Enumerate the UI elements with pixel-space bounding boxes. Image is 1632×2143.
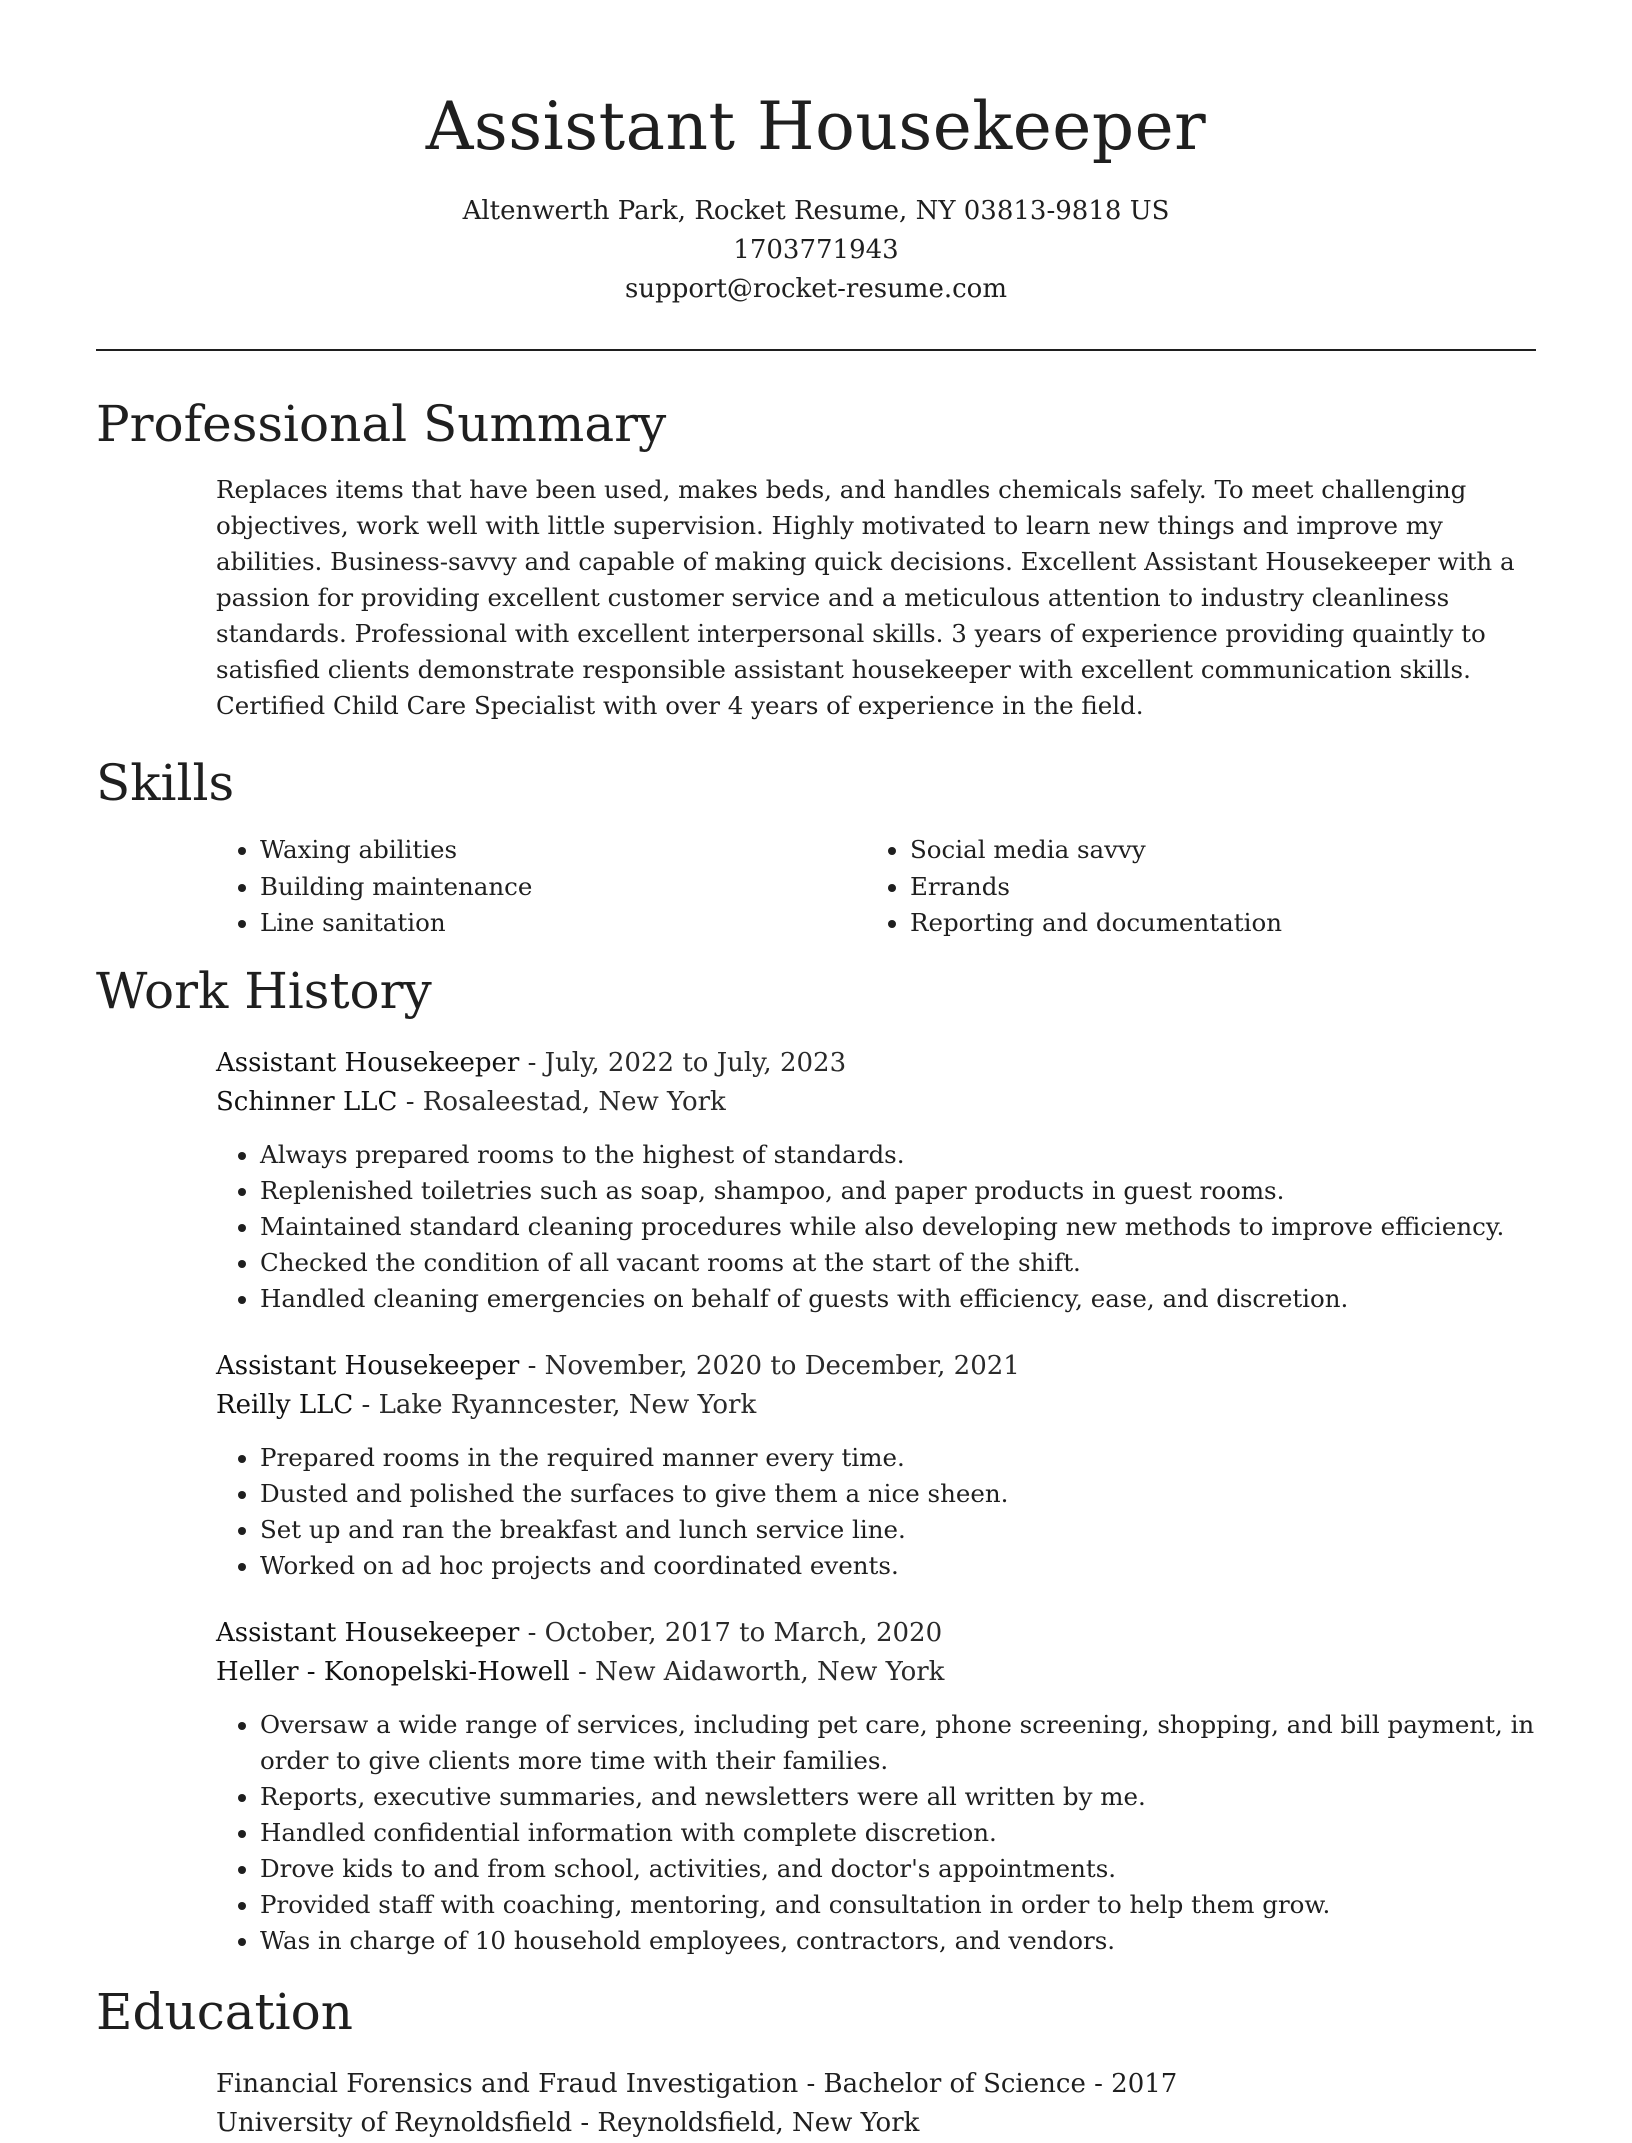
job-duties: [216, 1707, 1536, 1959]
contact-phone: 1703771943: [733, 235, 899, 265]
duty-item: • Always prepared rooms to the highest of standards.: [260, 1137, 1536, 1173]
candidate-name: Assistant Housekeeper: [425, 88, 1207, 165]
duty-item: • Replenished toiletries such as soap, shampoo, and paper products in guest rooms.: [260, 1173, 1536, 1209]
education-school: University of Reynoldsfield - Reynoldsfield, New York: [216, 2107, 920, 2138]
skill-item: • Building maintenance: [260, 869, 866, 906]
job-title-line: [216, 1347, 1536, 1386]
job-duties: [216, 1137, 1536, 1317]
job-dates: - July, 2022 to July, 2023: [519, 1047, 847, 1078]
skill-item: • Reporting and documentation: [910, 905, 1516, 942]
skills-right-list: [866, 832, 1516, 942]
job-entry: [216, 1044, 1536, 1317]
duty-item: • Worked on ad hoc projects and coordinated events.: [260, 1548, 1536, 1584]
duty-item: • Handled cleaning emergencies on behalf of guests with efficiency, ease, and discretion.: [260, 1281, 1536, 1317]
skill-item: • Waxing abilities: [260, 832, 866, 869]
skills-section: [96, 752, 1536, 942]
job-dates: - November, 2020 to December, 2021: [519, 1350, 1020, 1381]
skill-item: • Social media savvy: [910, 832, 1516, 869]
summary-text: Replaces items that have been used, makes beds, and handles chemicals safely. To meet challenging objectives, work well with little supervision. Highly motivated to learn new things and improve my abilities. Business-savvy and capable of making quick decisions. Excellent Assistant Housekeeper with a passion for providing excellent customer service and a meticulous attention to industry cleanliness standards. Professional with excellent interpersonal skills. 3 years of experience providing quaintly to satisfied clients demonstrate responsible assistant housekeeper with excellent communication skills. Certified Child Care Specialist with over 4 years of experience in the field.: [216, 475, 1515, 720]
education-section: [96, 1981, 1536, 2143]
job-location: - New Aidaworth, New York: [569, 1656, 945, 1687]
skills-title: Skills: [96, 754, 235, 812]
duty-item: • Was in charge of 10 household employees, contractors, and vendors.: [260, 1923, 1536, 1959]
resume-header: [96, 0, 1536, 309]
header-divider: [96, 349, 1536, 351]
job-entry: [216, 1347, 1536, 1584]
education-title: Education: [96, 1982, 353, 2041]
duty-item: • Prepared rooms in the required manner every time.: [260, 1440, 1536, 1476]
job-role: Assistant Housekeeper: [216, 1617, 520, 1648]
duty-item: • Dusted and polished the surfaces to give them a nice sheen.: [260, 1476, 1536, 1512]
job-title-line: [216, 1614, 1536, 1653]
job-company-line: [216, 1653, 1536, 1692]
job-dates: - October, 2017 to March, 2020: [519, 1617, 943, 1648]
contact-address: Altenwerth Park, Rocket Resume, NY 03813-9818 US: [462, 196, 1170, 226]
job-company: Reilly LLC: [216, 1389, 354, 1420]
duty-item: • Set up and ran the breakfast and lunch service line.: [260, 1512, 1536, 1548]
skill-item: • Errands: [910, 869, 1516, 906]
duty-item: • Reports, executive summaries, and newsletters were all written by me.: [260, 1779, 1536, 1815]
skill-item: • Line sanitation: [260, 905, 866, 942]
duty-item: • Oversaw a wide range of services, including pet care, phone screening, shopping, and bill payment, in order to give clients more time with their families.: [260, 1707, 1536, 1779]
contact-email: support@rocket-resume.com: [624, 274, 1007, 304]
job-company-line: [216, 1386, 1536, 1425]
job-location: - Rosaleestad, New York: [397, 1086, 726, 1117]
job-duties: [216, 1440, 1536, 1584]
skills-columns: [216, 832, 1536, 942]
education-degree: Financial Forensics and Fraud Investigation - Bachelor of Science - 2017: [216, 2068, 1178, 2099]
job-entry: [216, 1614, 1536, 1959]
education-entry: [216, 2065, 1536, 2143]
work-history-section: [96, 960, 1536, 1959]
job-company: Heller - Konopelski-Howell: [216, 1656, 570, 1687]
job-role: Assistant Housekeeper: [216, 1047, 520, 1078]
duty-item: • Maintained standard cleaning procedures while also developing new methods to improve efficiency.: [260, 1209, 1536, 1245]
duty-item: • Drove kids to and from school, activities, and doctor's appointments.: [260, 1851, 1536, 1887]
job-title-line: [216, 1044, 1536, 1083]
job-company-line: [216, 1083, 1536, 1122]
work-history-title: Work History: [96, 961, 432, 1020]
job-company: Schinner LLC: [216, 1086, 398, 1117]
skills-left-list: [216, 832, 866, 942]
resume-page: [96, 0, 1536, 2143]
job-role: Assistant Housekeeper: [216, 1350, 520, 1381]
summary-title: Professional Summary: [96, 395, 667, 453]
contact-block: [96, 192, 1536, 309]
summary-section: [96, 393, 1536, 724]
duty-item: • Checked the condition of all vacant rooms at the start of the shift.: [260, 1245, 1536, 1281]
duty-item: • Provided staff with coaching, mentoring, and consultation in order to help them grow.: [260, 1887, 1536, 1923]
job-location: - Lake Ryanncester, New York: [353, 1389, 757, 1420]
duty-item: • Handled confidential information with complete discretion.: [260, 1815, 1536, 1851]
